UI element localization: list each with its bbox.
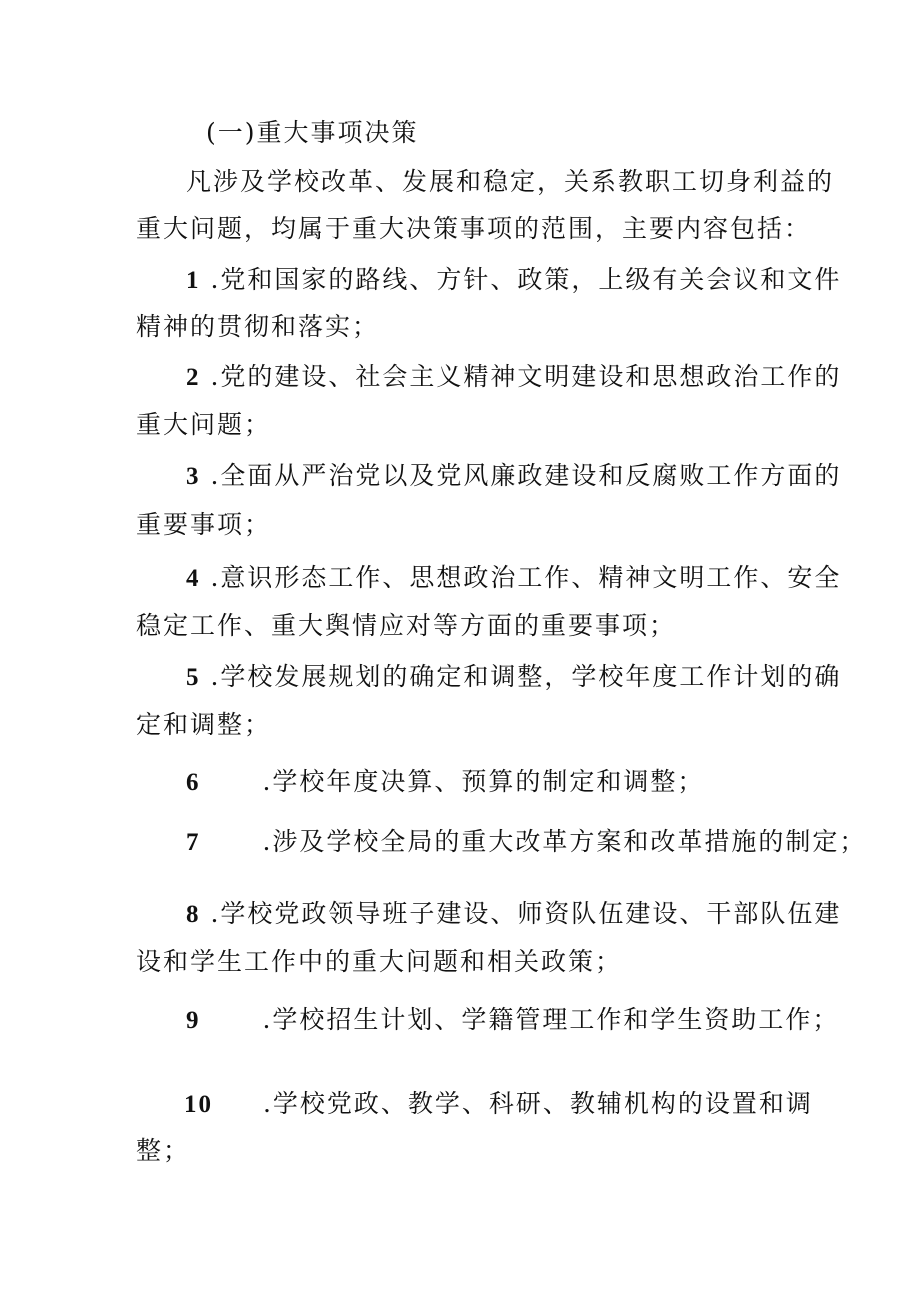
item-number: 10 [184,1091,213,1118]
item-text: .学校党政领导班子建设、师资队伍建设、干部队伍建 [210,899,842,928]
list-item-9 [186,1005,839,1036]
list-item-1 [186,265,841,296]
section-heading: (一)重大事项决策 [206,118,419,147]
item-text: .党的建设、社会主义精神文明建设和思想政治工作的 [210,362,842,391]
item-text: .党和国家的路线、方针、政策，上级有关会议和文件 [210,265,842,294]
item-number: 6 [186,769,201,796]
list-item-6 [186,767,704,798]
item-text: .学校年度决算、预算的制定和调整； [262,767,705,796]
list-item-2 [186,362,841,393]
intro-line-2: 重大问题，均属于重大决策事项的范围，主要内容包括： [136,214,812,243]
item-number: 3 [186,463,201,490]
item-number: 8 [186,901,201,928]
item-number: 5 [186,664,201,691]
list-item-4-continuation: 稳定工作、重大舆情应对等方面的重要事项； [136,611,677,640]
list-item-7 [186,827,866,858]
item-text: .学校发展规划的确定和调整，学校年度工作计划的确 [210,662,842,691]
list-item-5-continuation: 定和调整； [136,710,272,739]
item-number: 7 [186,829,201,856]
item-number: 1 [186,267,201,294]
item-number: 2 [186,364,201,391]
item-number: 4 [186,565,201,592]
list-item-8-continuation: 设和学生工作中的重大问题和相关政策； [136,947,623,976]
list-item-5 [186,662,841,693]
list-item-10 [184,1089,813,1120]
item-text: .意识形态工作、思想政治工作、精神文明工作、安全 [210,563,842,592]
list-item-8 [186,899,841,930]
list-item-1-continuation: 精神的贯彻和落实； [136,312,380,341]
item-number: 9 [186,1007,201,1034]
list-item-3 [186,461,841,492]
item-text: .学校党政、教学、科研、教辅机构的设置和调 [262,1089,813,1118]
list-item-10-continuation: 整； [136,1136,191,1165]
item-text: .涉及学校全局的重大改革方案和改革措施的制定； [262,827,867,856]
list-item-3-continuation: 重要事项； [136,510,272,539]
item-text: .学校招生计划、学籍管理工作和学生资助工作； [262,1005,840,1034]
intro-line-1: 凡涉及学校改革、发展和稳定，关系教职工切身利益的 [186,167,835,196]
item-text: .全面从严治党以及党风廉政建设和反腐败工作方面的 [210,461,842,490]
list-item-4 [186,563,841,594]
list-item-2-continuation: 重大问题； [136,410,272,439]
